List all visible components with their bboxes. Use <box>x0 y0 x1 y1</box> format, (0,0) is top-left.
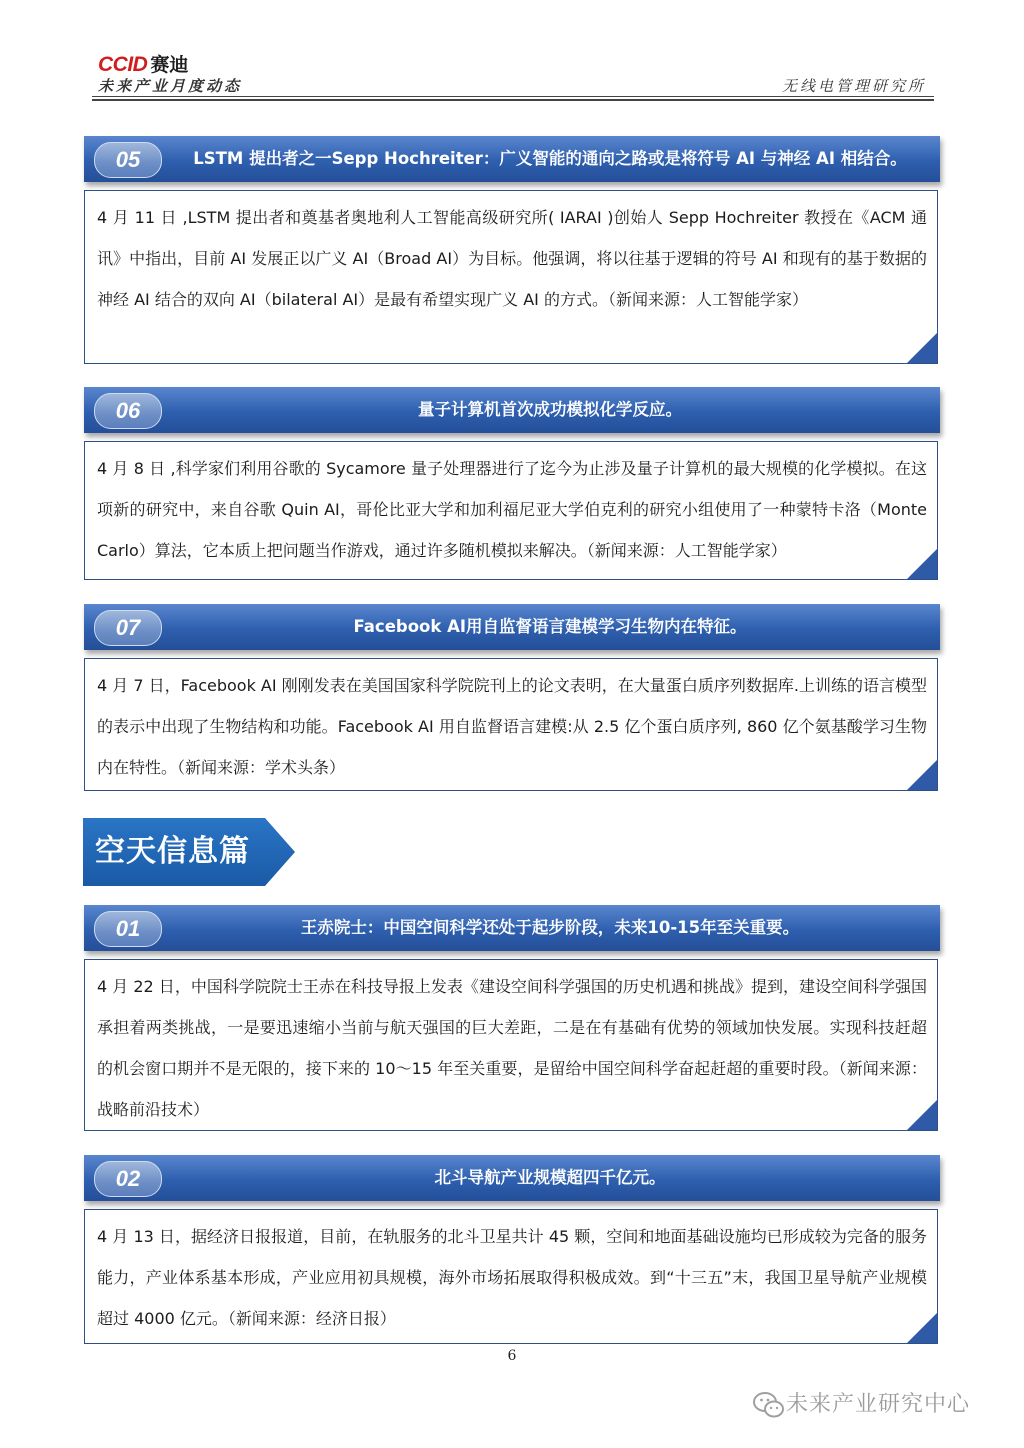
institute-name: 无线电管理研究所 <box>781 77 926 95</box>
news-item-header <box>84 136 940 182</box>
news-item-title: 北斗导航产业规模超四千亿元。 <box>434 1168 666 1187</box>
corner-decoration <box>907 549 937 579</box>
page-header <box>92 48 934 98</box>
news-item-title: Facebook AI用自监督语言建模学习生物内在特征。 <box>353 617 747 636</box>
header-rule <box>92 96 934 97</box>
news-item-header <box>84 905 940 951</box>
header-rule-thick <box>92 99 934 101</box>
news-item-text: 4 月 8 日 ,科学家们利用谷歌的 Sycamore 量子处理器进行了迄今为止涉及量子计算机的最大规模的化学模拟。在这项新的研究中，来自谷歌 Quin AI，哥伦比亚大学和加利福尼亚大学伯克利的研究小组使用了一种蒙特卡洛（Monte Carlo）算法，它本质上把问题当作游戏，通过许多随机模拟来解决。（新闻来源：人工智能学家） <box>97 459 927 560</box>
news-item-body <box>84 959 938 1131</box>
wechat-watermark <box>752 1388 1002 1422</box>
corner-decoration <box>907 760 937 790</box>
section-title: 空天信息篇 <box>95 834 250 869</box>
news-item-text: 4 月 22 日，中国科学院院士王赤在科技导报上发表《建设空间科学强国的历史机遇和挑战》提到，建设空间科学强国承担着两类挑战，一是要迅速缩小当前与航天强国的巨大差距，二是在有基础有优势的领域加快发展。实现科技赶超的机会窗口期并不是无限的，接下来的 10～15 年至关重要，是留给中国空间科学奋起赶超的重要时段。（新闻来源：战略前沿技术） <box>97 977 927 1119</box>
ccid-logo <box>98 50 188 77</box>
logo-cn: 赛迪 <box>150 55 189 76</box>
item-number-badge: 05 <box>94 142 162 178</box>
item-number-badge: 02 <box>94 1161 162 1197</box>
news-item-title: 王赤院士：中国空间科学还处于起步阶段，未来10-15年至关重要。 <box>300 918 800 937</box>
publication-title: 未来产业月度动态 <box>98 77 243 95</box>
news-item-title: 量子计算机首次成功模拟化学反应。 <box>418 400 682 419</box>
page-number: 6 <box>507 1348 517 1364</box>
item-number-badge: 06 <box>94 393 162 429</box>
news-item-body <box>84 190 938 364</box>
watermark-text: 未来产业研究中心 <box>786 1392 971 1417</box>
news-item-title: LSTM 提出者之一Sepp Hochreiter：广义智能的通向之路或是将符号 AI 与神经 AI 相结合。 <box>193 149 907 168</box>
news-item-text: 4 月 11 日 ,LSTM 提出者和奠基者奥地利人工智能高级研究所( IARAI )创始人 Sepp Hochreiter 教授在《ACM 通讯》中指出，目前 AI 发展正以广义 AI（Broad AI）为目标。他强调，将以往基于逻辑的符号 AI 和现有的基于数据的神经 AI 结合的双向 AI（bilateral AI）是最有希望实现广义 AI 的方式。（新闻来源：人工智能学家） <box>97 208 927 309</box>
item-number-badge: 07 <box>94 610 162 646</box>
section-banner <box>83 818 295 886</box>
corner-decoration <box>907 1100 937 1130</box>
item-number-badge: 01 <box>94 911 162 947</box>
news-item-body <box>84 1209 938 1344</box>
wechat-icon <box>752 1390 786 1420</box>
news-item-text: 4 月 13 日，据经济日报报道，目前，在轨服务的北斗卫星共计 45 颗，空间和地面基础设施均已形成较为完备的服务能力，产业体系基本形成，产业应用初具规模，海外市场拓展取得积极成效。到“十三五”末，我国卫星导航产业规模超过 4000 亿元。（新闻来源：经济日报） <box>97 1227 927 1328</box>
corner-decoration <box>907 1313 937 1343</box>
news-item-body <box>84 441 938 580</box>
news-item-header <box>84 1155 940 1201</box>
news-item-header <box>84 387 940 433</box>
news-item-text: 4 月 7 日，Facebook AI 刚刚发表在美国国家科学院院刊上的论文表明，在大量蛋白质序列数据库.上训练的语言模型的表示中出现了生物结构和功能。Facebook AI 用自监督语言建模:从 2.5 亿个蛋白质序列, 860 亿个氨基酸学习生物内在特性。（新闻来源：学术头条） <box>97 676 927 777</box>
news-item-header <box>84 604 940 650</box>
news-item-body <box>84 658 938 791</box>
corner-decoration <box>907 333 937 363</box>
logo-latin: CCID <box>98 53 148 76</box>
